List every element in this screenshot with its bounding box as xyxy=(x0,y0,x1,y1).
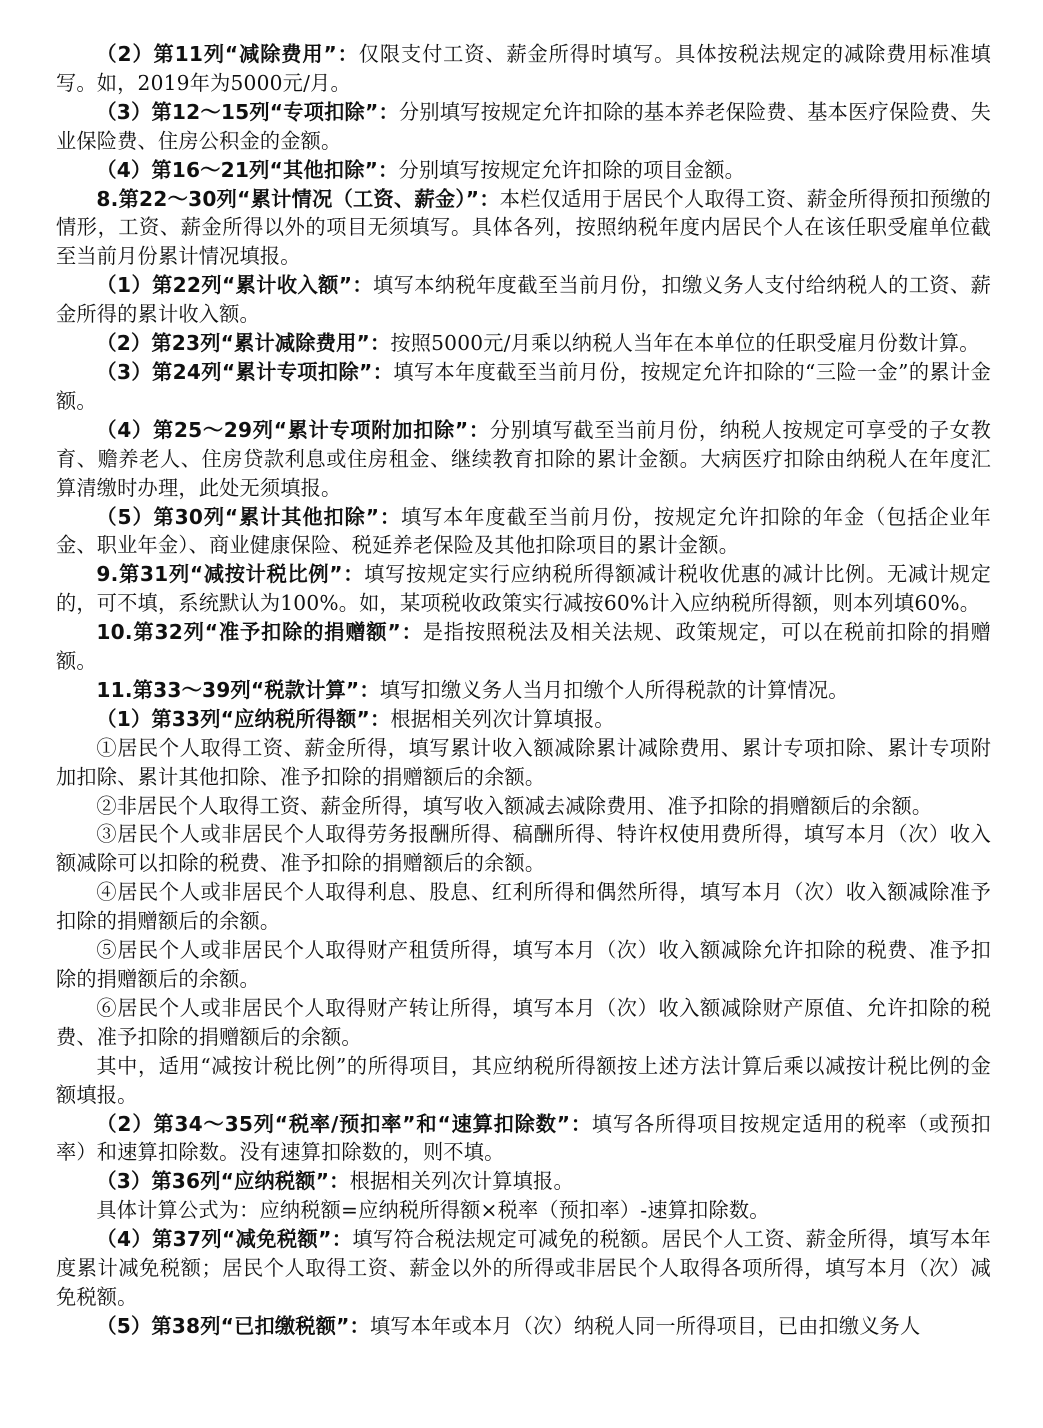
paragraph xyxy=(56,416,991,503)
paragraph xyxy=(56,936,991,994)
paragraph xyxy=(56,271,991,329)
paragraph-text: ①居民个人取得工资、薪金所得，填写累计收入额减除累计减除费用、累计专项扣除、累计专项附加扣除、累计其他扣除、准予扣除的捐赠额后的余额。 xyxy=(56,735,991,789)
paragraph-heading: （2）第11列“减除费用”： xyxy=(96,42,359,66)
paragraph-text: 分别填写按规定允许扣除的基本养老保险费、基本医疗保险费、失业保险费、住房公积金的金额。 xyxy=(56,99,992,153)
paragraph xyxy=(56,994,991,1052)
paragraph-text: 分别填写截至当前月份，纳税人按规定可享受的子女教育、赡养老人、住房贷款利息或住房租金、继续教育扣除的累计金额。大病医疗扣除由纳税人在年度汇算清缴时办理，此处无须填报。 xyxy=(56,417,991,500)
paragraph-text: 根据相关列次计算填报。 xyxy=(390,706,615,731)
paragraph xyxy=(56,329,991,358)
paragraph xyxy=(56,358,991,416)
paragraph xyxy=(56,618,991,676)
paragraph-text: 按照5000元/月乘以纳税人当年在本单位的任职受雇月份数计算。 xyxy=(390,331,980,356)
paragraph-heading: （1）第33列“应纳税所得额”： xyxy=(96,706,391,731)
paragraph-heading: （4）第37列“减免税额”： xyxy=(96,1227,353,1252)
paragraph-text: 是指按照税法及相关法规、政策规定，可以在税前扣除的捐赠额。 xyxy=(56,620,991,674)
paragraph-heading: 9.第31列“减按计税比例”： xyxy=(96,562,365,587)
paragraph-text: 分别填写按规定允许扣除的项目金额。 xyxy=(398,157,746,182)
paragraph-text: ④居民个人或非居民个人取得利息、股息、红利所得和偶然所得，填写本月（次）收入额减除准予扣除的捐赠额后的余额。 xyxy=(56,880,991,934)
paragraph-text: 填写本年度截至当前月份，按规定允许扣除的“三险一金”的累计金额。 xyxy=(56,359,991,413)
paragraph xyxy=(56,734,991,792)
paragraph-text: ⑤居民个人或非居民个人取得财产租赁所得，填写本月（次）收入额减除允许扣除的税费、准予扣除的捐赠额后的余额。 xyxy=(56,938,991,991)
paragraph xyxy=(56,1052,991,1110)
paragraph-text: 填写本纳税年度截至当前月份，扣缴义务人支付给纳税人的工资、薪金所得的累计收入额。 xyxy=(56,273,991,327)
paragraph-text: 仅限支付工资、薪金所得时填写。具体按税法规定的减除费用标准填写。如，2019年为5000元/月。 xyxy=(56,42,991,95)
paragraph-text: 根据相关列次计算填报。 xyxy=(349,1169,574,1194)
paragraph-heading: 11.第33～39列“税款计算”： xyxy=(96,677,380,702)
paragraph-text: 填写扣缴义务人当月扣缴个人所得税款的计算情况。 xyxy=(379,677,849,702)
paragraph-text: ③居民个人或非居民个人取得劳务报酬所得、稿酬所得、特许权使用费所得，填写本月（次）收入额减除可以扣除的税费、准予扣除的捐赠额后的余额。 xyxy=(56,822,991,876)
paragraph-heading: （2）第34～35列“税率/预扣率”和“速算扣除数”： xyxy=(96,1111,592,1136)
paragraph xyxy=(56,1196,991,1225)
paragraph-heading: （3）第24列“累计专项扣除”： xyxy=(96,359,394,384)
paragraph xyxy=(56,1312,991,1341)
paragraph-heading: （4）第16～21列“其他扣除”： xyxy=(96,157,399,182)
paragraph xyxy=(56,878,991,936)
paragraph-text: 其中，适用“减按计税比例”的所得项目，其应纳税所得额按上述方法计算后乘以减按计税比例的金额填报。 xyxy=(56,1053,991,1107)
paragraph-heading: （4）第25～29列“累计专项附加扣除”： xyxy=(96,417,490,442)
paragraph-heading: （2）第23列“累计减除费用”： xyxy=(96,331,391,356)
paragraph-text: 填写符合税法规定可减免的税额。居民个人工资、薪金所得，填写本年度累计减免税额；居民个人取得工资、薪金以外的所得或非居民个人取得各项所得，填写本月（次）减免税额。 xyxy=(56,1227,991,1309)
paragraph xyxy=(56,560,991,618)
paragraph-text: 填写本年或本月（次）纳税人同一所得项目，已由扣缴义务人 xyxy=(369,1313,921,1338)
paragraph xyxy=(56,185,991,272)
paragraph xyxy=(56,1225,991,1312)
paragraph-text: 具体计算公式为：应纳税额=应纳税所得额×税率（预扣率）-速算扣除数。 xyxy=(96,1198,770,1223)
paragraph-text: ⑥居民个人或非居民个人取得财产转让所得，填写本月（次）收入额减除财产原值、允许扣除的税费、准予扣除的捐赠额后的余额。 xyxy=(56,995,991,1049)
paragraph-text: 填写按规定实行应纳税所得额减计税收优惠的减计比例。无减计规定的，可不填，系统默认为100%。如，某项税收政策实行减按60%计入应纳税所得额，则本列填60%。 xyxy=(56,562,991,616)
paragraph xyxy=(56,1110,991,1168)
paragraph-heading: 10.第32列“准予扣除的捐赠额”： xyxy=(96,620,423,645)
paragraph xyxy=(56,40,991,98)
paragraph xyxy=(56,792,991,821)
paragraph-text: ②非居民个人取得工资、薪金所得，填写收入额减去减除费用、准予扣除的捐赠额后的余额。 xyxy=(96,793,933,818)
paragraph xyxy=(56,503,991,561)
paragraph xyxy=(56,1167,991,1196)
paragraph xyxy=(56,676,991,705)
paragraph-text: 本栏仅适用于居民个人取得工资、薪金所得预扣预缴的情形，工资、薪金所得以外的项目无须填写。具体各列，按照纳税年度内居民个人在该任职受雇单位截至当前月份累计情况填报。 xyxy=(56,186,991,269)
paragraph-heading: （1）第22列“累计收入额”： xyxy=(96,273,374,298)
paragraph-text: 填写各所得项目按规定适用的税率（或预扣率）和速算扣除数。没有速算扣除数的，则不填。 xyxy=(56,1111,991,1165)
paragraph-heading: （5）第38列“已扣缴税额”： xyxy=(96,1313,370,1338)
paragraph-heading: （5）第30列“累计其他扣除”： xyxy=(96,504,401,529)
paragraph xyxy=(56,156,991,185)
paragraph-text: 填写本年度截至当前月份，按规定允许扣除的年金（包括企业年金、职业年金）、商业健康保险、税延养老保险及其他扣除项目的累计金额。 xyxy=(56,504,991,558)
paragraph xyxy=(56,98,991,156)
paragraph-heading: （3）第36列“应纳税额”： xyxy=(96,1169,350,1194)
paragraph xyxy=(56,820,991,878)
paragraph-heading: 8.第22～30列“累计情况（工资、薪金）”： xyxy=(96,186,500,211)
paragraph xyxy=(56,705,991,734)
paragraph-heading: （3）第12～15列“专项扣除”： xyxy=(96,99,399,124)
